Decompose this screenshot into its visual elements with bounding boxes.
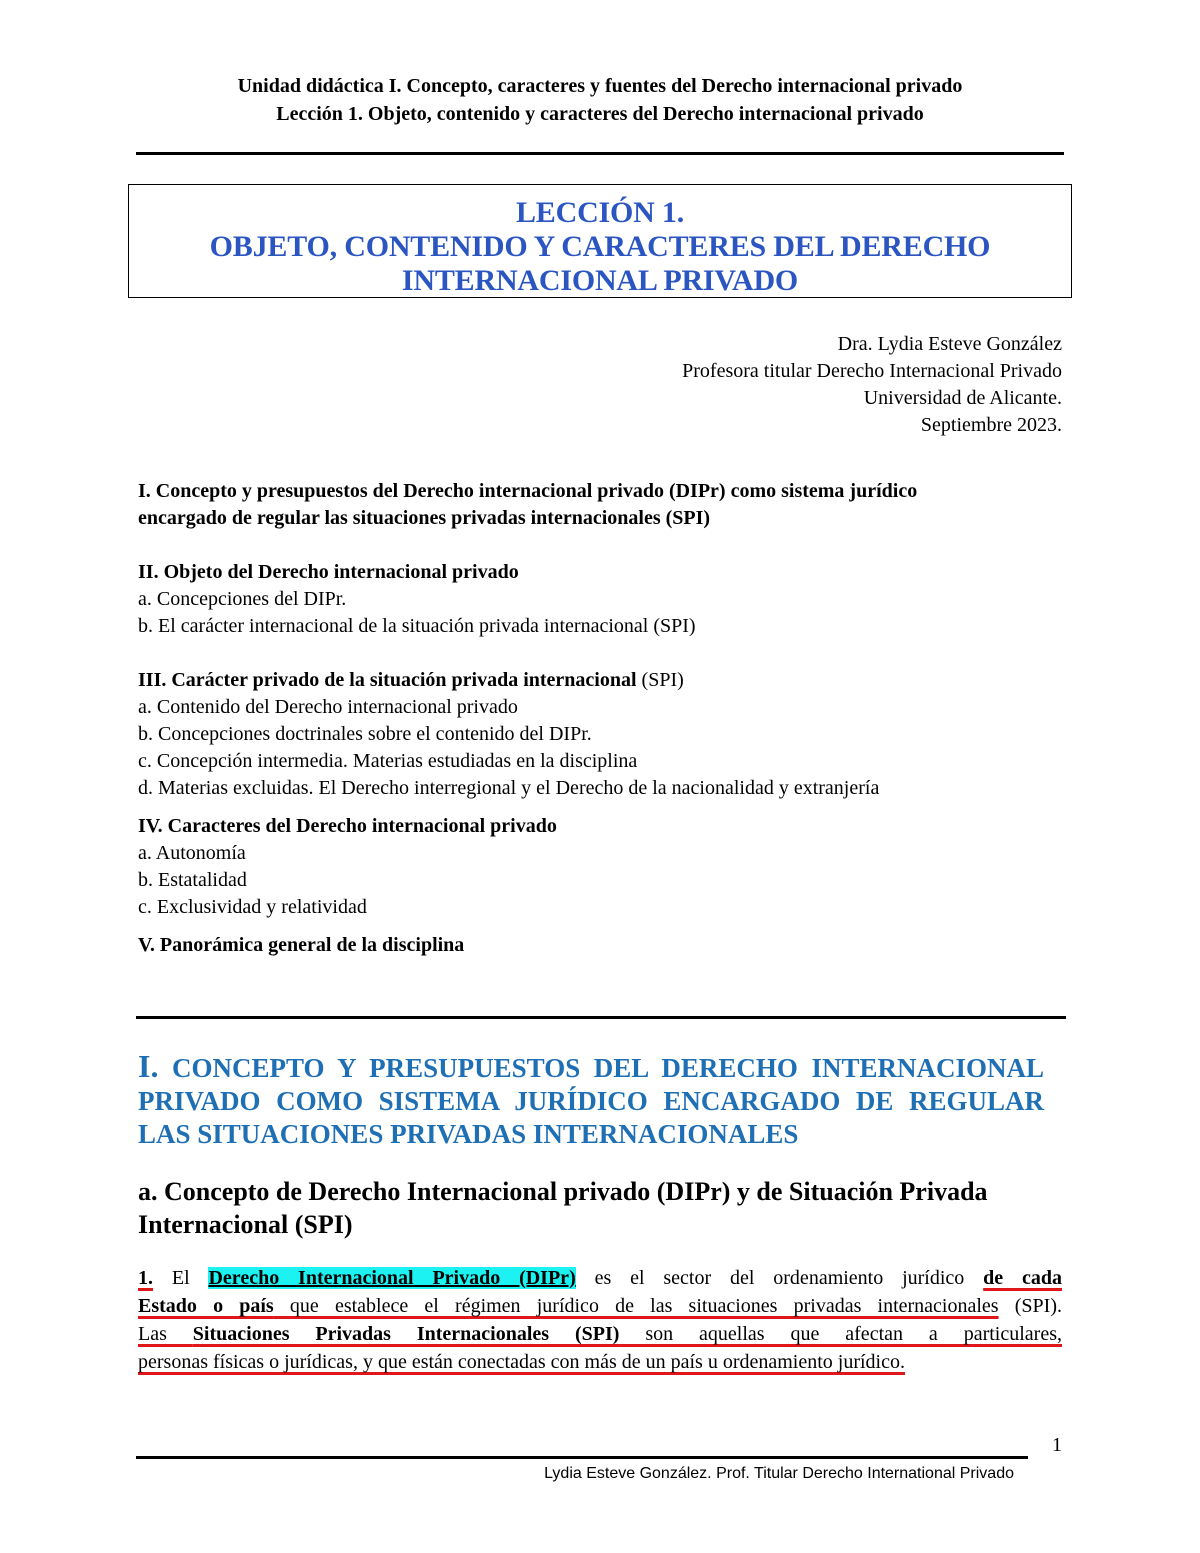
text: es el sector del ordenamiento jurídico xyxy=(575,1267,984,1289)
toc-item: c. Exclusividad y relatividad xyxy=(138,896,367,918)
text: son aquellas que afectan a particulares, xyxy=(619,1323,1062,1345)
author-date: Septiembre 2023. xyxy=(920,414,1062,436)
section-1-heading-text: CONCEPTO Y PRESUPUESTOS DEL DERECHO INTERNACIONAL xyxy=(158,1053,1044,1083)
subsection-a-heading-line: a. Concepto de Derecho Internacional privado (DIPr) y de Situación Privada xyxy=(138,1177,988,1206)
paragraph-1 xyxy=(138,1264,1062,1376)
toc-section-3-heading: III. Carácter privado de la situación privada internacional xyxy=(138,669,637,691)
section-divider xyxy=(136,1016,1066,1019)
highlighted-term: Derecho Internacional Privado (DIPr) xyxy=(208,1267,576,1289)
author-position: Profesora titular Derecho Internacional Privado xyxy=(682,360,1062,382)
toc-item: a. Concepciones del DIPr. xyxy=(138,588,347,610)
toc-item: c. Concepción intermedia. Materias estudiadas en la disciplina xyxy=(138,750,638,772)
toc-item: a. Autonomía xyxy=(138,842,246,864)
toc-item: d. Materias excluidas. El Derecho interregional y el Derecho de la nacionalidad y extranjería xyxy=(138,777,880,799)
section-1-heading xyxy=(138,1050,1044,1151)
text: Las xyxy=(138,1323,193,1345)
section-1-heading-line: PRIVADO COMO SISTEMA JURÍDICO ENCARGADO DE REGULAR xyxy=(138,1086,1044,1116)
toc-section-4: IV. Caracteres del Derecho internacional privado xyxy=(138,815,557,837)
running-header-unit: Unidad didáctica I. Concepto, caracteres y fuentes del Derecho internacional privado xyxy=(237,75,963,97)
section-1-roman: I. xyxy=(138,1048,159,1084)
lesson-title-number: LECCIÓN 1. xyxy=(515,196,685,229)
toc-section-2: II. Objeto del Derecho internacional privado xyxy=(138,561,519,583)
paragraph-number: 1. xyxy=(138,1267,153,1289)
paragraph-line xyxy=(138,1348,1062,1376)
subsection-a-heading xyxy=(138,1175,1058,1241)
running-header-lesson: Lección 1. Objeto, contenido y caracteres del Derecho internacional privado xyxy=(276,103,924,125)
footer-divider xyxy=(136,1456,1028,1459)
toc-item: b. Concepciones doctrinales sobre el contenido del DIPr. xyxy=(138,723,592,745)
paragraph-line xyxy=(138,1320,1062,1348)
text: que establece el régimen jurídico de las situaciones privadas internacionales xyxy=(273,1295,999,1317)
text: (SPI). xyxy=(998,1295,1062,1317)
section-1-heading-line: LAS SITUACIONES PRIVADAS INTERNACIONALES xyxy=(138,1119,799,1149)
toc-item: a. Contenido del Derecho internacional privado xyxy=(138,696,518,718)
paragraph-line xyxy=(138,1292,1062,1320)
text: personas físicas o jurídicas, y que están conectadas con más de un país u ordenamiento jurídico. xyxy=(138,1351,905,1373)
emphasis: Estado o país xyxy=(138,1295,274,1317)
toc-section-1: I. Concepto y presupuestos del Derecho internacional privado (DIPr) como sistema jurídico xyxy=(138,480,918,502)
header-divider xyxy=(136,152,1064,155)
footer-text: Lydia Esteve González. Prof. Titular Derecho International Privado xyxy=(544,1465,1014,1482)
lesson-title-line: INTERNACIONAL PRIVADO xyxy=(401,264,799,297)
toc-item: b. El carácter internacional de la situación privada internacional (SPI) xyxy=(138,615,696,637)
subsection-a-heading-line: Internacional (SPI) xyxy=(138,1210,353,1239)
author-university: Universidad de Alicante. xyxy=(863,387,1062,409)
lesson-title-line: OBJETO, CONTENIDO Y CARACTERES DEL DERECHO xyxy=(209,230,991,263)
emphasis: de cada xyxy=(983,1267,1063,1289)
emphasis: Situaciones Privadas Internacionales (SPI) xyxy=(192,1323,620,1345)
toc-section-5: V. Panorámica general de la disciplina xyxy=(138,934,465,956)
toc-item: b. Estatalidad xyxy=(138,869,247,891)
toc-section-3 xyxy=(138,667,1068,694)
paragraph-line xyxy=(138,1264,1062,1292)
toc-section-3-suffix: (SPI) xyxy=(636,669,684,691)
toc-section-1-cont: encargado de regular las situaciones privadas internacionales (SPI) xyxy=(138,507,711,529)
lesson-title-box xyxy=(128,184,1072,298)
author-block xyxy=(682,331,1062,439)
author-name: Dra. Lydia Esteve González xyxy=(837,333,1062,355)
section-1-heading-line xyxy=(138,1050,1044,1085)
page-number: 1 xyxy=(1052,1434,1062,1456)
table-of-contents xyxy=(138,478,1068,959)
text: El xyxy=(153,1267,209,1289)
